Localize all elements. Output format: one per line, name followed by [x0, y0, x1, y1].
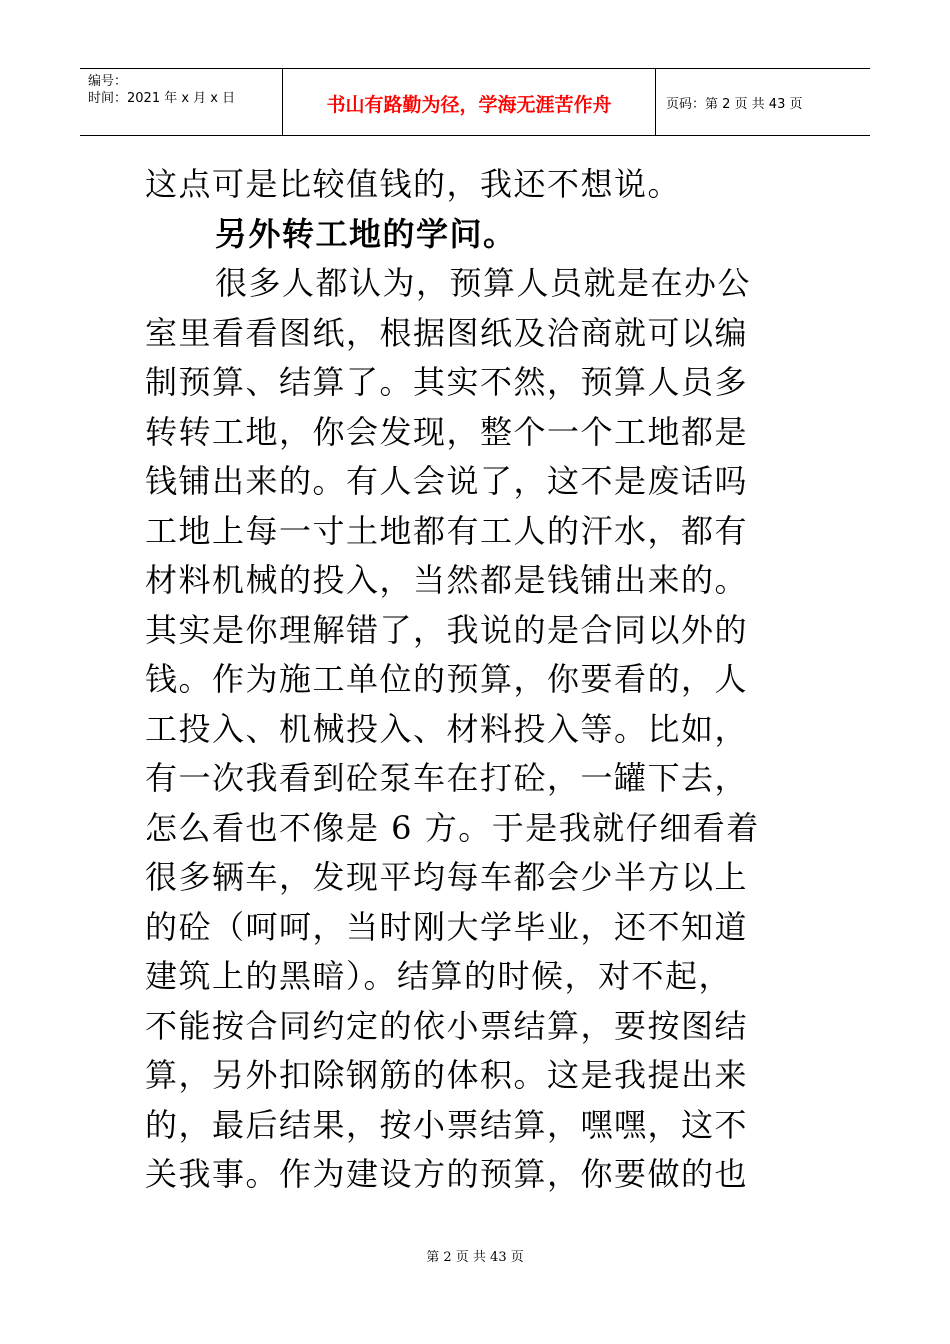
body-line: 的砼（呵呵，当时刚大学毕业，还不知道: [145, 907, 749, 946]
body-line: 其实是你理解错了，我说的是合同以外的: [145, 610, 749, 649]
header-motto: 书山有路勤为径，学海无涯苦作舟: [283, 69, 656, 135]
document-body: [145, 160, 810, 1200]
body-line: 这点可是比较值钱的，我还不想说。: [145, 165, 682, 203]
body-line: 建筑上的黑暗）。结算的时候，对不起，: [145, 957, 733, 995]
page-footer: 第 2 页 共 43 页: [426, 1250, 524, 1265]
body-line: 很多辆车，发现平均每车都会少半方以上: [145, 858, 749, 896]
body-line: 钱铺出来的。有人会说了，这不是废话吗: [145, 462, 749, 500]
body-line: 算，另外扣除钢筋的体积。这是我提出来: [145, 1056, 749, 1094]
body-line: 工地上每一寸土地都有工人的汗水，都有: [145, 511, 749, 550]
body-line: 关我事。作为建设方的预算，你要做的也: [145, 1155, 749, 1193]
section-heading: 另外转工地的学问。: [215, 214, 517, 253]
header-page-info: 页码：第 2 页 共 43 页: [666, 96, 803, 112]
body-line: 工投入、机械投入、材料投入等。比如，: [145, 709, 749, 748]
page-header: [80, 68, 870, 136]
document-time-label: 时间：2021 年 x 月 x 日: [88, 91, 236, 106]
body-line: 不能按合同约定的依小票结算，要按图结: [145, 1006, 749, 1045]
body-line: 室里看看图纸，根据图纸及洽商就可以编: [145, 313, 749, 352]
body-line: 转转工地，你会发现，整个一个工地都是: [145, 412, 749, 451]
body-line: 有一次我看到砼泵车在打砼，一罐下去，: [145, 759, 749, 797]
body-line: 钱。作为施工单位的预算，你要看的，人: [145, 660, 749, 698]
body-line: 制预算、结算了。其实不然，预算人员多: [145, 363, 749, 401]
body-line: 怎么看也不像是 6 方。于是我就仔细看着: [145, 808, 760, 847]
header-meta: [80, 69, 283, 135]
body-line: 的，最后结果，按小票结算，嘿嘿，这不: [145, 1105, 749, 1144]
document-number-label: 编号：: [88, 74, 128, 89]
body-line: 很多人都认为，预算人员就是在办公: [215, 264, 752, 302]
body-line: 材料机械的投入，当然都是钱铺出来的。: [145, 561, 749, 599]
